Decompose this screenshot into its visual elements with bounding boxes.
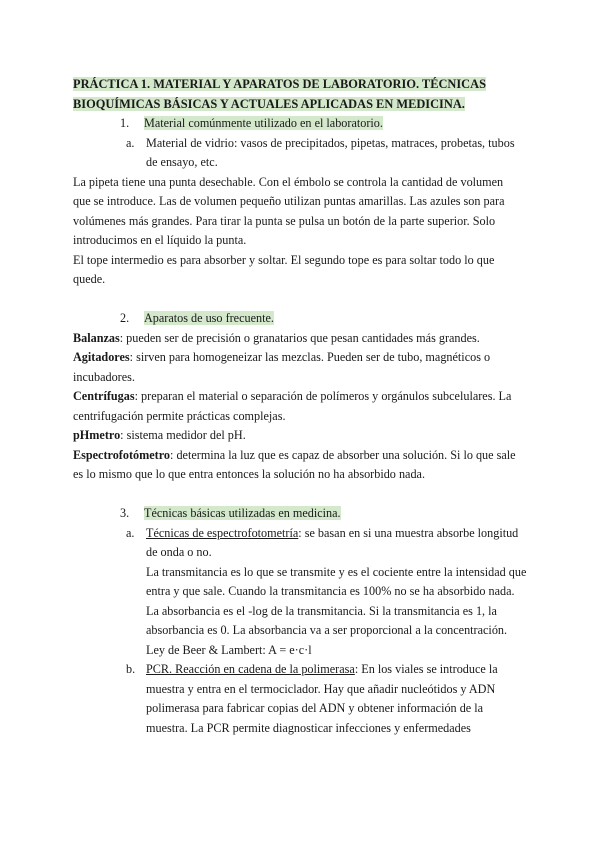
paragraph-line: El tope intermedio es para absorber y soltar. El segundo tope es para soltar todo lo que <box>73 253 495 267</box>
paragraph-line: volúmenes más grandes. Para tirar la punta se pulsa un botón de la parte superior. Solo <box>73 214 496 228</box>
paragraph-line: que se introduce. Las de volumen pequeño utilizan puntas amarillas. Las azules son para <box>73 194 505 208</box>
definition-centrifugas: Centrífugas: preparan el material o separación de polímeros y orgánulos subcelulares. La <box>73 389 512 403</box>
paragraph-line: introducimos en el líquido la punta. <box>73 233 247 247</box>
definition-centrifugas-cont: centrifugación permite prácticas complejas. <box>73 409 286 423</box>
section-3-item-b-line-1: PCR. Reacción en cadena de la polimerasa: En los viales se introduce la <box>146 662 498 676</box>
section-1-number: 1. <box>120 116 130 130</box>
section-1-heading: Material comúnmente utilizado en el laboratorio. <box>144 116 383 130</box>
paragraph-line: La pipeta tiene una punta desechable. Con el émbolo se controla la cantidad de volumen <box>73 175 504 189</box>
item-a-line: absorbancia es 0. La absorbancia va a ser proporcional a la concentración. <box>146 623 508 637</box>
title-line-2: BIOQUÍMICAS BÁSICAS Y ACTUALES APLICADAS EN MEDICINA. <box>73 97 465 111</box>
section-3-item-a-line-1: Técnicas de espectrofotometría: se basan en si una muestra absorbe longitud <box>146 526 519 540</box>
definition-agitadores: Agitadores: sirven para homogeneizar las mezclas. Pueden ser de tubo, magnéticos o <box>73 350 491 364</box>
section-3-number: 3. <box>120 506 130 520</box>
section-2-number: 2. <box>120 311 130 325</box>
title-line-1: PRÁCTICA 1. MATERIAL Y APARATOS DE LABORATORIO. TÉCNICAS <box>73 77 486 91</box>
item-b-line: muestra. La PCR permite diagnosticar infecciones y enfermedades <box>146 721 471 735</box>
item-a-line: La transmitancia es lo que se transmite y es el cociente entre la intensidad que <box>146 565 527 579</box>
section-2-heading: Aparatos de uso frecuente. <box>144 311 274 325</box>
section-1-item-a-letter: a. <box>126 136 135 150</box>
section-1-item-a-line-1: Material de vidrio: vasos de precipitados, pipetas, matraces, probetas, tubos <box>146 136 515 150</box>
item-b-line: polimerasa para fabricar copias del ADN y obtener información de la <box>146 701 484 715</box>
item-a-line: entra y que sale. Cuando la transmitancia es 100% no se ha absorbido nada. <box>146 584 515 598</box>
section-3-item-b-letter: b. <box>126 662 136 676</box>
section-3-item-a-letter: a. <box>126 526 135 540</box>
item-a-line: La absorbancia es el -log de la transmitancia. Si la transmitancia es 1, la <box>146 604 497 618</box>
item-a-line: Ley de Beer & Lambert: A = e·c·l <box>146 643 312 657</box>
section-1-item-a-line-2: de ensayo, etc. <box>146 155 218 169</box>
definition-balanzas: Balanzas: pueden ser de precisión o granatarios que pesan cantidades más grandes. <box>73 331 480 345</box>
definition-espectrofotometro: Espectrofotómetro: determina la luz que es capaz de absorber una solución. Si lo que sale <box>73 448 516 462</box>
section-3-heading: Técnicas básicas utilizadas en medicina. <box>144 506 341 520</box>
definition-espectrofotometro-cont: es lo mismo que lo que entra entonces la solución no ha absorbido nada. <box>73 467 425 481</box>
definition-phmetro: pHmetro: sistema medidor del pH. <box>73 428 246 442</box>
item-b-line: muestra y entra en el termociclador. Hay que añadir nucleótidos y ADN <box>146 682 496 696</box>
definition-agitadores-cont: incubadores. <box>73 370 135 384</box>
paragraph-line: quede. <box>73 272 106 286</box>
item-a-line: de onda o no. <box>146 545 212 559</box>
